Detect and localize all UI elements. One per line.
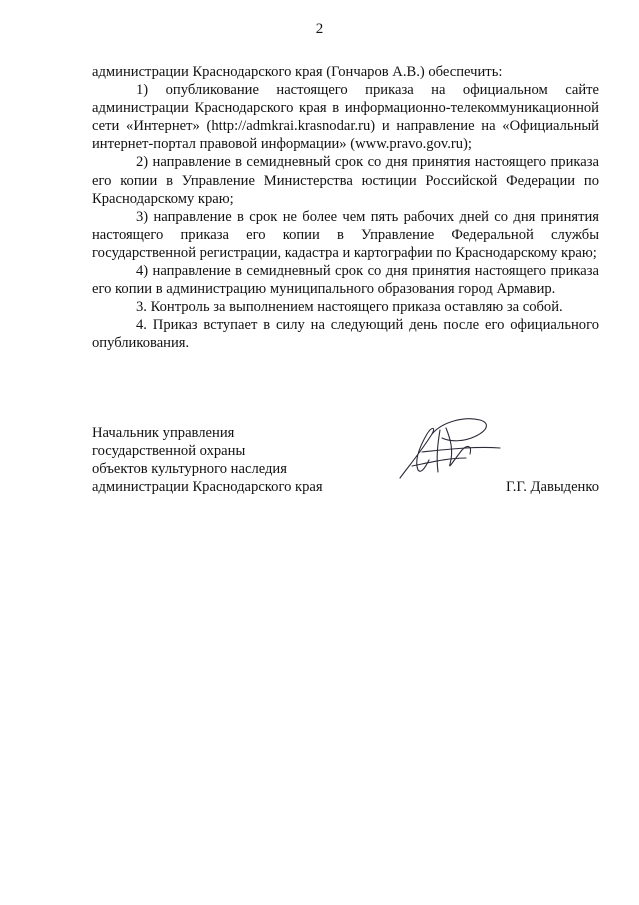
paragraph-item-1: 1) опубликование настоящего приказа на официальном сайте администрации Краснодарского края в информационно-телекоммуникационной сети «Интернет» (http://admkrai.krasnodar.ru) и направление на «Официальный интернет-портал правовой информации» (www.pravo.gov.ru);: [92, 82, 599, 153]
signatory-title-line: Начальник управления: [92, 425, 235, 441]
paragraph-intro: администрации Краснодарского края (Гончаров А.В.) обеспечить:: [92, 64, 503, 80]
paragraph-item-2: 2) направление в семидневный срок со дня принятия настоящего приказа его копии в Управление Министерства юстиции Российской Федерации по Краснодарскому краю;: [92, 154, 599, 207]
page-number: 2: [315, 21, 324, 37]
signature-block: [92, 424, 599, 496]
signatory-title-line: государственной охраны: [92, 443, 246, 460]
paragraph-item-3: 3) направление в срок не более чем пять рабочих дней со дня принятия настоящего приказа его копии в Управление Федеральной службы государственной регистрации, кадастра и картографии по Краснодарскому краю;: [92, 208, 599, 261]
handwritten-signature: [392, 412, 504, 484]
signatory-title-line: объектов культурного наследия: [92, 461, 287, 478]
signatory-title-line: администрации Краснодарского края: [92, 479, 323, 496]
paragraph-item-4: 4) направление в семидневный срок со дня принятия настоящего приказа его копии в администрацию муниципального образования город Армавир.: [92, 263, 599, 298]
signatory-name: Г.Г. Давыденко: [505, 479, 599, 495]
document-body: [92, 63, 599, 353]
paragraph-control: 3. Контроль за выполнением настоящего приказа оставляю за собой.: [136, 299, 563, 316]
paragraph-effective: 4. Приказ вступает в силу на следующий день после его официального опубликования.: [92, 317, 599, 352]
